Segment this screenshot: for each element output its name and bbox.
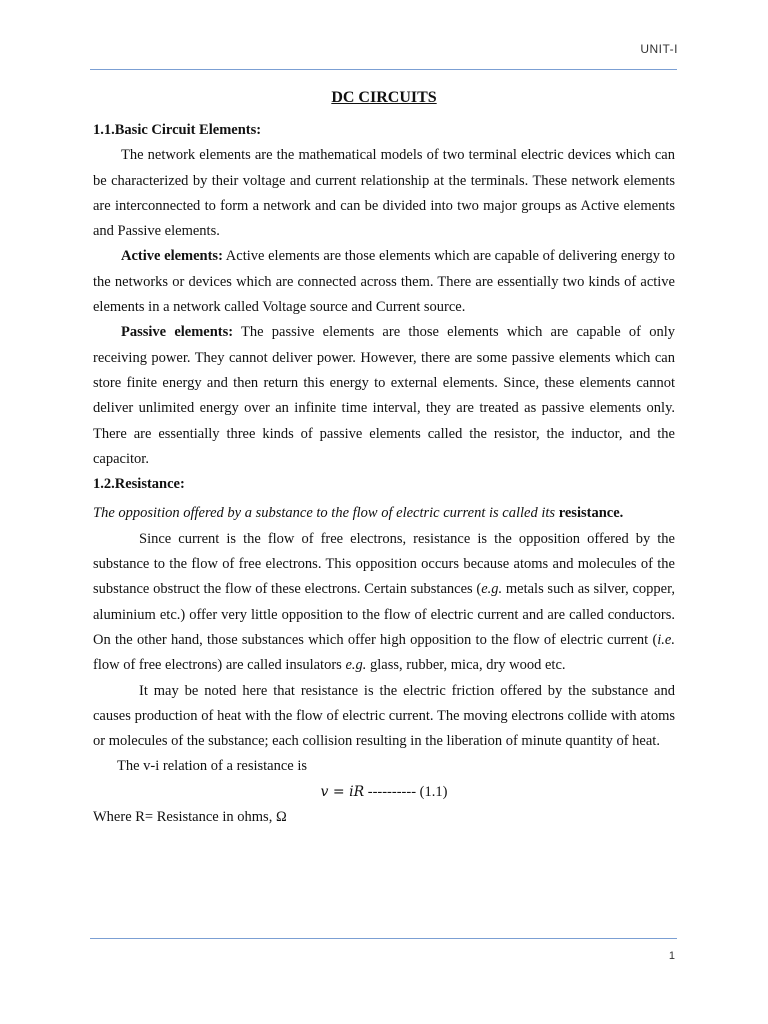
paragraph-passive-elements [93, 320, 675, 472]
section-heading-basic-circuit-elements: 1.1.Basic Circuit Elements: [93, 122, 262, 138]
equation-ohms-law [93, 780, 675, 805]
definition-bold-text: resistance. [558, 505, 624, 522]
footer-divider [90, 938, 677, 939]
text-segment: flow of free electrons) are called insulators [93, 657, 346, 674]
definition-italic-text: The opposition offered by a substance to the flow of electric current is called its [93, 505, 559, 522]
text-segment-italic: i.e. [657, 631, 675, 648]
text-segment-italic: e.g. [345, 657, 367, 674]
page-title: DC CIRCUITS [331, 89, 437, 106]
paragraph-resistance-explanation [93, 527, 675, 679]
paragraph-active-elements [93, 244, 675, 320]
section-heading-resistance: 1.2.Resistance: [93, 476, 185, 493]
passive-elements-label: Passive elements: [121, 324, 234, 341]
page-content [93, 86, 675, 830]
equation-expression: v = iR [320, 783, 365, 800]
active-elements-label: Active elements: [121, 248, 223, 265]
text-segment: Since current is the flow of free electrons, resistance is the opposition offered by the substance to the flow of free electrons. This opposition occurs because atoms and molecules of the substance obstruct the flow of these electrons. Certain substances ( [93, 530, 675, 598]
header-unit-label: UNIT-I [640, 42, 678, 56]
header-divider [90, 69, 677, 70]
active-elements-text: Active elements are those elements which are capable of delivering energy to the networks or devices which are connected across them. There are essentially two kinds of active elements in a network called Voltage source and Current source. [93, 248, 675, 316]
text-segment: glass, rubber, mica, dry wood etc. [366, 657, 566, 674]
text-segment: metals such as silver, copper, aluminium etc.) offer very little opposition to the flow of electric current and are called conductors. On the other hand, those substances which offer high opposition to the flow of electric current ( [93, 581, 675, 648]
equation-number: ---------- (1.1) [364, 783, 448, 800]
page-number: 1 [668, 950, 675, 962]
text-segment-italic: e.g. [481, 581, 503, 598]
vi-relation-intro: The v-i relation of a resistance is [117, 758, 308, 775]
passive-elements-text: The passive elements are those elements which are capable of only receiving power. They cannot deliver power. However, there are some passive elements which can store finite energy and then return this energy to external elements. Since, these elements cannot deliver unlimited energy over an infinite time interval, they are treated as passive elements only. There are essentially three kinds of passive elements called the resistor, the inductor, and the capacitor. [93, 324, 675, 467]
paragraph-network-elements: The network elements are the mathematical models of two terminal electric devices which can be characterized by their voltage and current relationship at the terminals. These network elements are interconnected to form a network and can be divided into two major groups as Active elements and Passive elements. [93, 147, 675, 240]
paragraph-electric-friction: It may be noted here that resistance is the electric friction offered by the substance and causes production of heat with the flow of electric current. The moving electrons collide with atoms or molecules of the substance; each collision resulting in the liberation of minute quantity of heat. [93, 682, 675, 750]
where-resistance-definition: Where R= Resistance in ohms, Ω [93, 809, 287, 826]
resistance-definition [93, 501, 675, 526]
